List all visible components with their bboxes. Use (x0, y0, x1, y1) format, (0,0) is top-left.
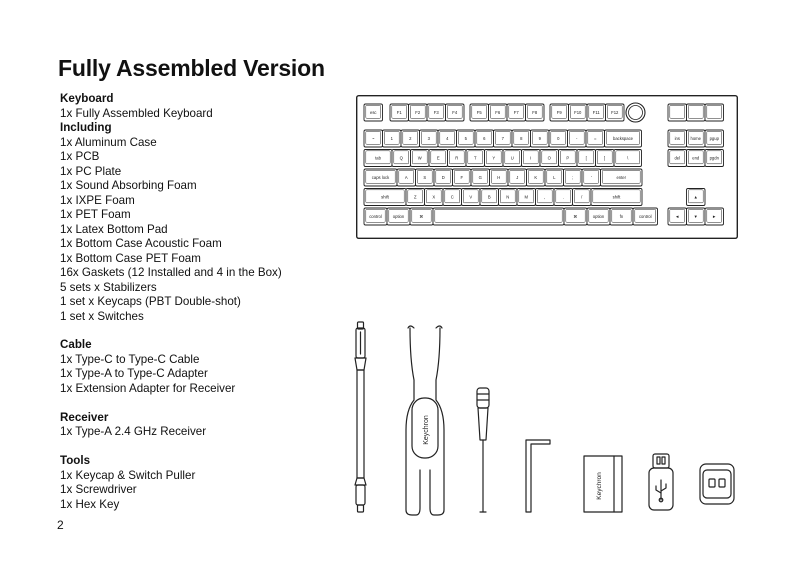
key (596, 150, 615, 167)
key-fn-cluster (668, 104, 687, 121)
contents-list (60, 92, 350, 527)
list-item: 1x Latex Bottom Pad (60, 222, 168, 236)
section-heading: Receiver (60, 410, 109, 424)
list-item: 1x Type-A 2.4 GHz Receiver (60, 425, 207, 439)
key-legend: tab (375, 155, 381, 161)
key-legend: [ (585, 155, 587, 161)
key-legend: ins (674, 136, 680, 142)
key-legend: F8 (532, 110, 538, 116)
type-c-cable (355, 322, 366, 512)
key-legend: Q (399, 155, 403, 161)
key (392, 150, 411, 167)
key-legend: F5 (476, 110, 482, 116)
key-legend: B (487, 194, 491, 200)
key (453, 169, 472, 186)
key-legend: X (432, 194, 436, 200)
list-item: 1x Extension Adapter for Receiver (60, 381, 236, 395)
key-control-left (364, 208, 387, 225)
key-f (550, 104, 569, 121)
key (582, 169, 601, 186)
key-legend: caps lock (371, 175, 390, 181)
subheading: Including (60, 121, 112, 134)
key-legend: P (566, 155, 570, 161)
key-legend: shift (381, 194, 389, 200)
key-backslash (614, 150, 642, 167)
key-f (587, 104, 606, 121)
key-legend: 9 (538, 136, 541, 142)
key (577, 150, 596, 167)
key-legend: ; (572, 175, 574, 181)
key (499, 189, 518, 206)
key (416, 169, 435, 186)
key-nav (668, 130, 687, 147)
key-legend: U (510, 155, 514, 161)
key-f (470, 104, 489, 121)
list-item: 1x PET Foam (60, 208, 131, 221)
key-f (390, 104, 409, 121)
list-item: 1x Keycap & Switch Puller (60, 468, 196, 482)
key-legend: ⌘ (419, 214, 424, 220)
key-legend: backspace (612, 136, 634, 142)
key-legend: S (423, 175, 427, 181)
key-legend: pgdn (709, 155, 719, 161)
key (364, 130, 383, 147)
key (536, 189, 555, 206)
key-legend: N (506, 194, 510, 200)
key-caps-lock (364, 169, 397, 186)
section-cable (60, 338, 350, 396)
key (522, 150, 541, 167)
key-fn (610, 208, 633, 225)
key (420, 130, 439, 147)
key-nav (668, 150, 687, 167)
key (531, 130, 550, 147)
key-legend: O (547, 155, 551, 161)
section-receiver (60, 411, 350, 440)
key-legend: G (478, 175, 482, 181)
key-legend: E (436, 155, 440, 161)
key-legend: Y (492, 155, 496, 161)
key (401, 130, 420, 147)
key (508, 169, 527, 186)
key-legend: ' (590, 175, 592, 181)
key-nav (705, 130, 724, 147)
key-legend: control (369, 214, 382, 220)
key (480, 189, 499, 206)
key-arrow-up (687, 189, 706, 206)
key (457, 130, 476, 147)
key-arrow-down (687, 208, 706, 225)
key-legend: pgup (709, 136, 719, 142)
list-item: 1x Aluminum Case (60, 135, 157, 149)
key-f (507, 104, 526, 121)
key-f (427, 104, 446, 121)
key-legend: 2 (409, 136, 412, 142)
key-legend: , (544, 194, 546, 200)
key-legend: D (441, 175, 445, 181)
accessories-illustration (340, 320, 740, 520)
list-item: 1x Sound Absorbing Foam (60, 179, 197, 192)
key (559, 150, 578, 167)
list-item: 1 set x Keycaps (PBT Double-shot) (60, 295, 241, 308)
key (443, 189, 462, 206)
key-backspace (605, 130, 642, 147)
key-legend: L (553, 175, 556, 181)
section-tools (60, 454, 350, 512)
key-fn-cluster (687, 104, 706, 121)
key (462, 189, 481, 206)
key-legend: A (404, 175, 408, 181)
key (448, 150, 467, 167)
key-legend: \ (627, 155, 629, 161)
key (554, 189, 573, 206)
key (425, 189, 444, 206)
page-number: 2 (57, 518, 64, 532)
key-legend: F3 (433, 110, 439, 116)
key-legend: 6 (483, 136, 486, 142)
key-legend: F11 (592, 110, 600, 116)
section-heading: Tools (60, 454, 91, 468)
key-legend: control (638, 214, 652, 220)
key-legend: 0 (557, 136, 560, 142)
key-shift-left (364, 189, 406, 206)
knob (626, 103, 645, 122)
key-legend: J (516, 175, 519, 181)
key-legend: F7 (513, 110, 519, 116)
key (490, 169, 509, 186)
key-legend: / (581, 194, 583, 200)
key-f (526, 104, 545, 121)
key (586, 130, 605, 147)
key-legend: 5 (464, 136, 467, 142)
key-legend: fn (619, 214, 624, 220)
key-command-left (410, 208, 433, 225)
key-legend: R (455, 155, 459, 161)
key (466, 150, 485, 167)
list-item: 5 sets x Stabilizers (60, 280, 157, 294)
key-legend: option (392, 214, 405, 220)
key (517, 189, 536, 206)
key (512, 130, 531, 147)
key-nav (687, 150, 706, 167)
list-item: 1x Type-C to Type-C Cable (60, 352, 200, 366)
list-item: 1x Fully Assembled Keyboard (60, 106, 213, 120)
key-nav (687, 130, 706, 147)
list-item: 1x PC Plate (60, 164, 122, 178)
list-item: 1x PCB (60, 150, 100, 163)
key (383, 130, 402, 147)
key-tab (364, 150, 392, 167)
key-legend: 7 (501, 136, 504, 142)
key-legend: C (450, 194, 454, 200)
receiver-box-brand-text: Keychron (596, 472, 603, 500)
key (540, 150, 559, 167)
section-heading: Cable (60, 338, 92, 352)
key-f (409, 104, 428, 121)
key (397, 169, 416, 186)
key-legend: 1 (390, 136, 393, 142)
key-legend: V (469, 194, 473, 200)
key-legend: Z (413, 194, 417, 200)
key-f (569, 104, 588, 121)
key-legend: ⌘ (573, 214, 578, 220)
list-item: 1x Bottom Case PET Foam (60, 251, 201, 265)
key-legend: ► (712, 214, 717, 220)
key-f (489, 104, 508, 121)
key-legend: ▲ (693, 194, 698, 200)
key (475, 130, 494, 147)
key-space (433, 208, 564, 225)
key-legend: shift (612, 194, 621, 200)
key (485, 150, 504, 167)
key-legend: F9 (556, 110, 562, 116)
key-option-right (587, 208, 610, 225)
key-legend: esc (369, 110, 377, 116)
key-legend: I (530, 155, 532, 161)
list-item: 1x Screwdriver (60, 483, 137, 497)
key-nav (705, 150, 724, 167)
key-command-right (564, 208, 587, 225)
key (438, 130, 457, 147)
key (527, 169, 546, 186)
key (406, 189, 425, 206)
key-enter (601, 169, 643, 186)
key-legend: K (534, 175, 538, 181)
key (434, 169, 453, 186)
key-legend: . (562, 194, 564, 200)
key-legend: W (417, 155, 422, 161)
key-legend: option (592, 214, 605, 220)
key (573, 189, 592, 206)
key-legend: ▼ (693, 214, 698, 220)
screwdriver (477, 388, 489, 512)
list-item: 1x IXPE Foam (60, 193, 135, 207)
key-legend: ~ (372, 136, 375, 142)
key-legend: F (460, 175, 464, 181)
list-item: 16x Gaskets (12 Installed and 4 in the Box) (60, 266, 282, 279)
key-legend: end (692, 155, 700, 161)
key-esc (364, 104, 383, 121)
key-legend: F10 (574, 110, 582, 116)
key-legend: ] (604, 155, 606, 161)
key-legend: H (497, 175, 501, 181)
key (411, 150, 430, 167)
key-legend: 4 (446, 136, 449, 142)
key-legend: T (473, 155, 477, 161)
receiver-box (584, 456, 622, 512)
key (471, 169, 490, 186)
key-legend: M (524, 194, 528, 200)
key-legend: ◄ (675, 214, 680, 220)
key (494, 130, 513, 147)
key (503, 150, 522, 167)
list-item: 1x Type-A to Type-C Adapter (60, 367, 208, 381)
list-item: 1x Bottom Case Acoustic Foam (60, 237, 222, 250)
key-legend: home (690, 136, 701, 142)
key (549, 130, 568, 147)
section-heading: Keyboard (60, 92, 114, 105)
key-legend: enter (616, 175, 627, 181)
puller-brand-text: Keychron (423, 415, 430, 445)
usb-receiver (649, 454, 673, 510)
hex-key (526, 440, 550, 512)
key-arrow-left (668, 208, 687, 225)
key-legend: F12 (611, 110, 619, 116)
keyboard-illustration (356, 95, 738, 239)
key-legend: F4 (452, 110, 458, 116)
key-legend: F2 (415, 110, 421, 116)
key-f (446, 104, 465, 121)
key-legend: 3 (427, 136, 430, 142)
extension-adapter (700, 464, 734, 504)
section-keyboard (60, 92, 350, 324)
key (564, 169, 583, 186)
key (568, 130, 587, 147)
list-item: 1x Hex Key (60, 497, 120, 511)
list-item: 1 set x Switches (60, 309, 144, 323)
key-fn-cluster (705, 104, 724, 121)
key-shift-right (591, 189, 642, 206)
key-legend: del (674, 155, 681, 161)
key-legend: - (576, 136, 578, 142)
page-title: Fully Assembled Version (58, 55, 325, 81)
key-legend: = (594, 136, 597, 142)
key-option-left (387, 208, 410, 225)
key-legend: 8 (520, 136, 523, 142)
key-control-right (633, 208, 658, 225)
key-f (606, 104, 625, 121)
key-legend: F6 (495, 110, 501, 116)
key (429, 150, 448, 167)
key-legend: F1 (396, 110, 402, 116)
key (545, 169, 564, 186)
key-arrow-right (705, 208, 724, 225)
